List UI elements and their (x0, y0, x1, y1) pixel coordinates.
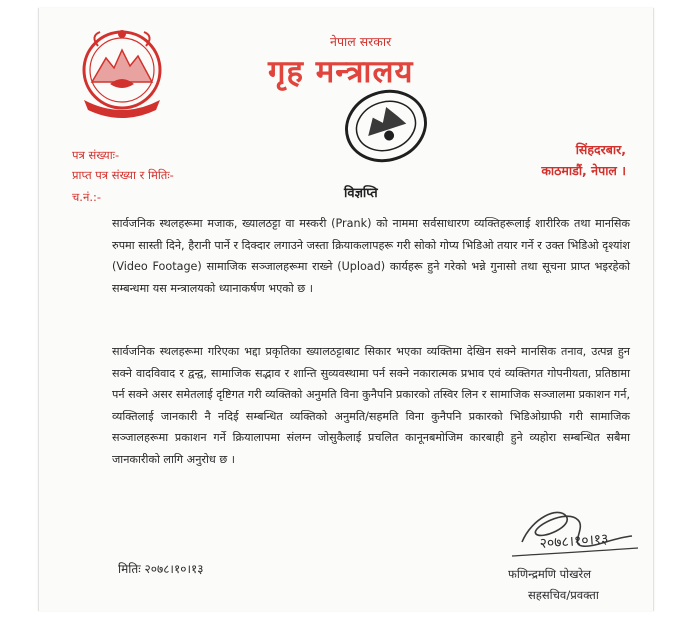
body-paragraph-2: सार्वजनिक स्थलहरूमा गरिएका भद्दा प्रकृतिका ख्यालठट्टाबाट सिकार भएका व्यक्तिमा देखिन सक्ने मानसिक तनाव, उत्पन्न हुन सक्ने वादविवाद र द्वन्द्व, सामाजिक सद्भाव र शान्ति सुव्यवस्थामा पर्न सक्ने नकारात्मक प्रभाव एवं व्यक्तिगत गोपनीयता, प्रतिष्ठामा पर्न सक्ने असर समेतलाई दृष्टिगत गरी व्यक्तिको अनुमति विना कुनैपनि प्रकारको तस्विर लिन र सामाजिक सञ्जालमा प्रकाशन गर्न, व्यक्तिलाई जानकारी नै नदिई सम्बन्धित व्यक्तिको अनुमति/सहमति विना कुनैपनि प्रकारको भिडिओग्राफी गरी सामाजिक सञ्जालहरूमा प्रकाशन गर्ने क्रियालापमा संलग्न जोसुकैलाई प्रचलित कानूनबमोजिम कारबाही हुने व्यहोरा सम्बन्धित सबैमा जानकारीको लागि अनुरोध छ । (112, 345, 630, 466)
body-paragraph-1: सार्वजनिक स्थलहरूमा मजाक, ख्यालठट्टा वा मस्करी (Prank) को नाममा सर्वसाधारण व्यक्तिहरूलाई शारीरिक तथा मानसिक रुपमा सास्ती दिने, हैरानी पार्ने र दिक्दार लगाउने जस्ता क्रियाकलापहरू गरी सोको गोप्य भिडिओ तयार गर्ने र उक्त भिडिओ दृश्यांश (Video Footage) सामाजिक सञ्जालहरूमा राख्ने (Upload) कार्यहरू हुने गरेको भन्ने गुनासो तथा सूचना प्राप्त भइरहेको सम्बन्धमा यस मन्त्रालयको ध्यानाकर्षण भएको छ । (112, 217, 630, 295)
issue-date: मितिः २०७८।१०।१३ (118, 562, 204, 576)
signer-name: फणिन्द्रमणि पोखरेल (508, 567, 592, 581)
ministry-stamp-icon (336, 82, 436, 170)
government-header: नेपाल सरकार (330, 34, 392, 49)
svg-text:२०७८।१०।१३: २०७८।१०।१३ (539, 531, 609, 552)
signer-title: सहसचिव/प्रवक्ता (528, 588, 599, 602)
letter-number-label: पत्र संख्याः- (72, 148, 120, 162)
nepal-emblem-icon (70, 22, 174, 122)
ministry-title: गृह मन्त्रालय (268, 54, 414, 90)
received-letter-label: प्राप्त पत्र संख्या र मितिः- (72, 168, 174, 182)
dispatch-number-label: च.नं.:- (72, 190, 102, 204)
notice-title: विज्ञप्ति (344, 186, 378, 201)
address-line-2: काठमाडौं, नेपाल । (541, 163, 626, 178)
signature-mark (482, 498, 642, 570)
address-line-1: सिंहदरबार, (575, 142, 626, 157)
